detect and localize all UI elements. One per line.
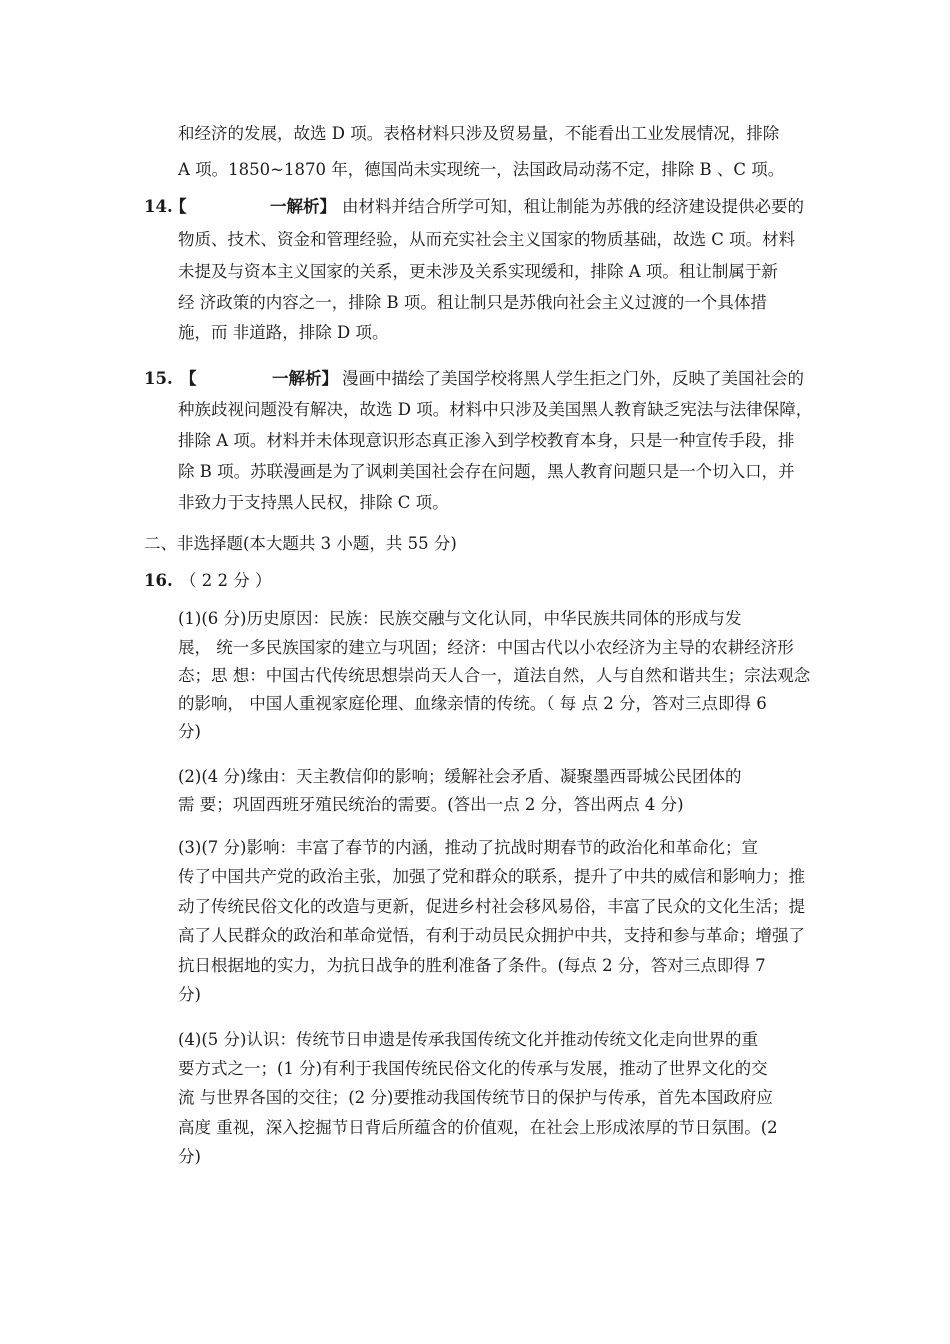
answer-line: 分) xyxy=(178,1147,201,1166)
answer-line: 动了传统民俗文化的改造与更新，促进乡村社会移风易俗，丰富了民众的文化生活；提 xyxy=(178,897,805,916)
answer-line: 态；思 想：中国古代传统思想崇尚天人合一，道法自然，人与自然和谐共生；宗法观念 xyxy=(178,666,811,685)
question-number: 14. xyxy=(144,197,173,216)
answer-line: 的影响， 中国人重视家庭伦理、血缘亲情的传统。（ 每 点 2 分，答对三点即得 6 xyxy=(178,694,767,713)
answer-line: (1)(6 分)历史原因：民族：民族交融与文化认同，中华民族共同体的形成与发 xyxy=(178,609,742,628)
text-line: 排除 A 项。材料并未体现意识形态真正渗入到学校教育本身，只是一种宣传手段，排 xyxy=(178,431,795,450)
text-line: 物质、技术、资金和管理经验，从而充实社会主义国家的物质基础，故选 C 项。材料 xyxy=(178,230,796,249)
answer-line: 分) xyxy=(178,722,201,741)
text-line: 由材料并结合所学可知，租让制能为苏俄的经济建设提供必要的 xyxy=(342,197,804,216)
answer-line: 高了人民群众的政治和革命觉悟，有利于动员民众拥护中共，支持和参与革命；增强了 xyxy=(178,926,805,945)
answer-line: 抗日根据地的实力，为抗日战争的胜利准备了条件。(每点 2 分，答对三点即得 7 xyxy=(178,956,766,975)
text-line: 和经济的发展，故选 D 项。表格材料只涉及贸易量，不能看出工业发展情况，排除 xyxy=(178,124,780,143)
bracket-open: 【 xyxy=(170,197,187,216)
answer-line: 流 与世界各国的交往；(2 分)要推动我国传统节日的保护与传承，首先本国政府应 xyxy=(178,1088,773,1107)
answer-line: 分) xyxy=(178,985,201,1004)
question-score: （ 2 2 分 ） xyxy=(180,571,272,590)
text-line: 非致力于支持黑人民权，排除 C 项。 xyxy=(178,493,449,512)
question-number: 16. xyxy=(144,571,173,590)
text-line: A 项。1850~1870 年，德国尚未实现统一，法国政局动荡不定，排除 B 、C 项。 xyxy=(178,160,785,179)
analysis-tag: 一解析】 xyxy=(270,197,336,216)
section-title: 二、非选择题(本大题共 3 小题，共 55 分) xyxy=(144,534,457,553)
bracket-open: 【 xyxy=(180,369,197,388)
answer-line: 需 要；巩固西班牙殖民统治的需要。(答出一点 2 分，答出两点 4 分) xyxy=(178,795,684,814)
answer-line: 展， 统一多民族国家的建立与巩固；经济：中国古代以小农经济为主导的农耕经济形 xyxy=(178,638,794,657)
answer-line: (2)(4 分)缘由：天主教信仰的影响；缓解社会矛盾、凝聚墨西哥城公民团体的 xyxy=(178,767,742,786)
text-line: 漫画中描绘了美国学校将黑人学生拒之门外，反映了美国社会的 xyxy=(342,369,804,388)
question-number: 15. xyxy=(144,369,173,388)
answer-line: (3)(7 分)影响：丰富了春节的内涵，推动了抗战时期春节的政治化和革命化；宣 xyxy=(178,838,758,857)
analysis-tag: 一解析】 xyxy=(272,369,338,388)
answer-line: 高度 重视，深入挖掘节日背后所蕴含的价值观，在社会上形成浓厚的节日氛围。(2 xyxy=(178,1118,778,1137)
text-line: 种族歧视问题没有解决，故选 D 项。材料中只涉及美国黑人教育缺乏宪法与法律保障， xyxy=(178,400,813,419)
text-line: 施，而 非道路，排除 D 项。 xyxy=(178,323,389,342)
text-line: 除 B 项。苏联漫画是为了讽刺美国社会存在问题，黑人教育问题只是一个切入口，并 xyxy=(178,462,795,481)
answer-line: 传了中国共产党的政治主张，加强了党和群众的联系，提升了中共的威信和影响力；推 xyxy=(178,867,805,886)
text-line: 经 济政策的内容之一，排除 B 项。租让制只是苏俄向社会主义过渡的一个具体措 xyxy=(178,293,767,312)
answer-line: (4)(5 分)认识：传统节日申遗是传承我国传统文化并推动传统文化走向世界的重 xyxy=(178,1030,758,1049)
text-line: 未提及与资本主义国家的关系，更未涉及关系实现缓和，排除 A 项。租让制属于新 xyxy=(178,262,778,281)
answer-line: 要方式之一；(1 分)有利于我国传统民俗文化的传承与发展，推动了世界文化的交 xyxy=(178,1059,768,1078)
